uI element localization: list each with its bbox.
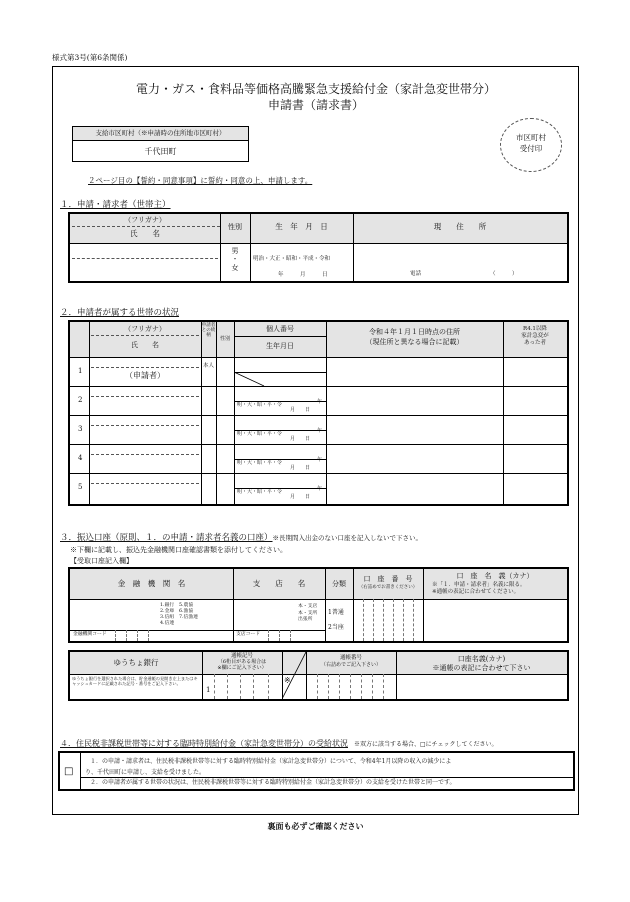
benefit-checkbox[interactable]: □ [64,766,74,777]
account-type-toza[interactable]: 2当座 [328,624,344,631]
s1-date-units: 年 月 日 [278,272,328,278]
bank-name-header: 金 融 機 関 名 [117,579,186,588]
bank-code-label: 金融機関コード [73,632,107,637]
s1-birthdate-header: 生 年 月 日 [275,222,328,231]
footer-note: 裏面も必ずご確認ください [267,821,364,831]
row5-eras[interactable]: 明・大・昭・平・令 [237,489,283,495]
row3-year: 年 [317,428,323,434]
row2-eras[interactable]: 明・大・昭・平・令 [237,402,283,408]
s2-mynumber-header: 個人番号 [266,325,294,333]
form-subtitle: 申請書（請求書） [267,98,364,112]
applicant-row-label: （申請者） [125,371,165,380]
benefit-item1a: １．の申請・請求者は、住民税非課税世帯等に対する臨時特別給付金（家計急変世帯分）について、令和4年1月以降の収入の減少によ [90,758,452,765]
s1-furigana: （フリガナ） [124,216,166,224]
bank-types[interactable]: 1.銀行 5.農協 2.金庫 6.漁協 3.信組 7.信漁連 4.信連 [160,603,198,626]
symbol-first-digit: 1 [206,686,211,694]
s2-relation-header: 申請者との続柄 [201,323,216,338]
row3-monthday: 月 日 [290,436,311,442]
s2-income-header: R4.1以降 家計急変が あった者 [521,326,549,347]
section3-heading [60,531,422,543]
symbol-mark: ※ [284,676,291,685]
s3-box-title: 【受取口座記入欄】 [70,557,133,565]
section2-heading: ２．申請者が属する世帯の状況 [60,308,180,318]
row-num-2: 2 [78,396,83,404]
branch-code-label: 支店コード [236,632,260,637]
s1-name-header: 氏 名 [130,229,160,238]
form-title: 電力・ガス・食料品等価格高騰緊急支援給付金（家計急変世帯分） [135,82,496,96]
s2-address-header: 令和４年１月１日時点の住所 （現住所と異なる場合に記載） [365,328,464,346]
municipality-label: 支給市区町村（※申請時の住所地市区町村） [73,127,248,141]
s4-heading-note: ※双方に該当する場合、□にチェックしてください。 [354,741,498,748]
yucho-label: ゆうちょ銀行 [113,658,159,667]
s1-address-header: 現 住 所 [433,222,487,231]
s2-birthdate-header: 生年月日 [266,342,294,350]
yucho-holder-note: ※通帳の表記に合わせて下さい [432,664,531,672]
account-number-note: （右詰めでお書きください） [358,585,418,590]
s2-furigana: （フリガナ） [124,325,166,333]
row4-eras[interactable]: 明・大・昭・平・令 [237,460,283,466]
benefit-item1b: り、千代田町に申請し、支給を受けました。 [85,769,206,776]
s2-gender-header: 性別 [219,336,230,342]
s4-heading-main: ４．住民税非課税世帯等に対する臨時特別給付金（家計急変世帯分）の受給状況 [60,739,348,748]
s2-name-header: 氏 名 [131,341,159,349]
row4-monthday: 月 日 [290,465,311,471]
benefit-status-table [58,751,575,791]
holder-note: ※「１．申請・請求者」名義に限る。 ※通帳の表記に合わせてください。 [432,582,526,596]
yucho-table [68,650,569,701]
section1-heading: １．申請・請求者（世帯主） [60,200,171,210]
municipality-value[interactable]: 千代田町 [144,147,177,156]
row4-year: 年 [317,457,323,463]
self-relation: 本人 [203,363,215,369]
s1-gender-header: 性別 [228,223,242,231]
yucho-note: ゆうちょ銀行を選択された場合は、貯金通帳の見開き左上またはキャッシュカードに記載された記号・番号をご記入下さい。 [72,676,198,687]
branch-types[interactable]: 本・支店 本・支所 出張所 [298,604,318,623]
s1-phone-label: 電話 [410,271,422,277]
row1-diagonal [234,372,326,386]
passbook-number-header: 通帳番号 [339,655,362,661]
branch-name-header: 支 店 名 [252,579,306,588]
row2-year: 年 [317,399,323,405]
row-num-5: 5 [78,483,83,491]
reception-stamp-area [500,118,562,172]
s3-note: ※下欄に記載し、振込先金融機関口座確認書類を添付してください。 [70,546,287,554]
passbook-symbol-note: （6桁目がある場合は ※欄にご記入下さい） [217,659,267,671]
s1-gender-values[interactable]: 男 ・ 女 [231,247,239,272]
s1-eras[interactable]: 明治・大正・昭和・平成・令和 [253,256,331,262]
section4-heading [60,738,498,749]
account-number-header: 口 座 番 号 [363,575,413,583]
row2-monthday: 月 日 [290,407,311,413]
bank-table [68,567,569,643]
s3-heading-note: ※長期間入出金のない口座を記入しないで下さい。 [272,534,423,542]
s1-phone-paren[interactable]: （ ） [490,271,518,277]
row5-year: 年 [317,486,323,492]
holder-header: 口 座 名 義（カナ） [456,572,534,580]
yucho-holder-header: 口座名義(カナ) [457,655,506,663]
benefit-item2: ２．の申請者が属する世帯の状況は、住民税非課税世帯等に対する臨時特別給付金（家計急変世帯分）の支給を受けた世帯と同一です。 [90,779,456,786]
s3-heading-main: ３．振込口座（原則、１．の申請・請求者名義の口座） [60,533,273,543]
passbook-number-note: （右詰めでご記入下さい） [320,662,381,668]
applicant-table [68,212,569,283]
passbook-symbol-header: 通帳記号 [230,653,253,659]
municipality-box [72,126,249,162]
row-num-3: 3 [78,425,83,433]
account-type-futsu[interactable]: 1普通 [328,609,344,616]
intro-text: ２ページ目の【誓約・同意事項】に誓約・同意の上、申請します。 [88,176,313,185]
row-num-1: 1 [78,367,83,375]
stamp-label: 市区町村 受付印 [516,133,546,153]
row3-eras[interactable]: 明・大・昭・平・令 [237,431,283,437]
row-num-4: 4 [78,454,83,462]
household-table [68,320,569,506]
form-number: 様式第3号(第6条関係) [52,53,128,62]
row5-monthday: 月 日 [290,494,311,500]
type-header: 分類 [332,580,346,588]
